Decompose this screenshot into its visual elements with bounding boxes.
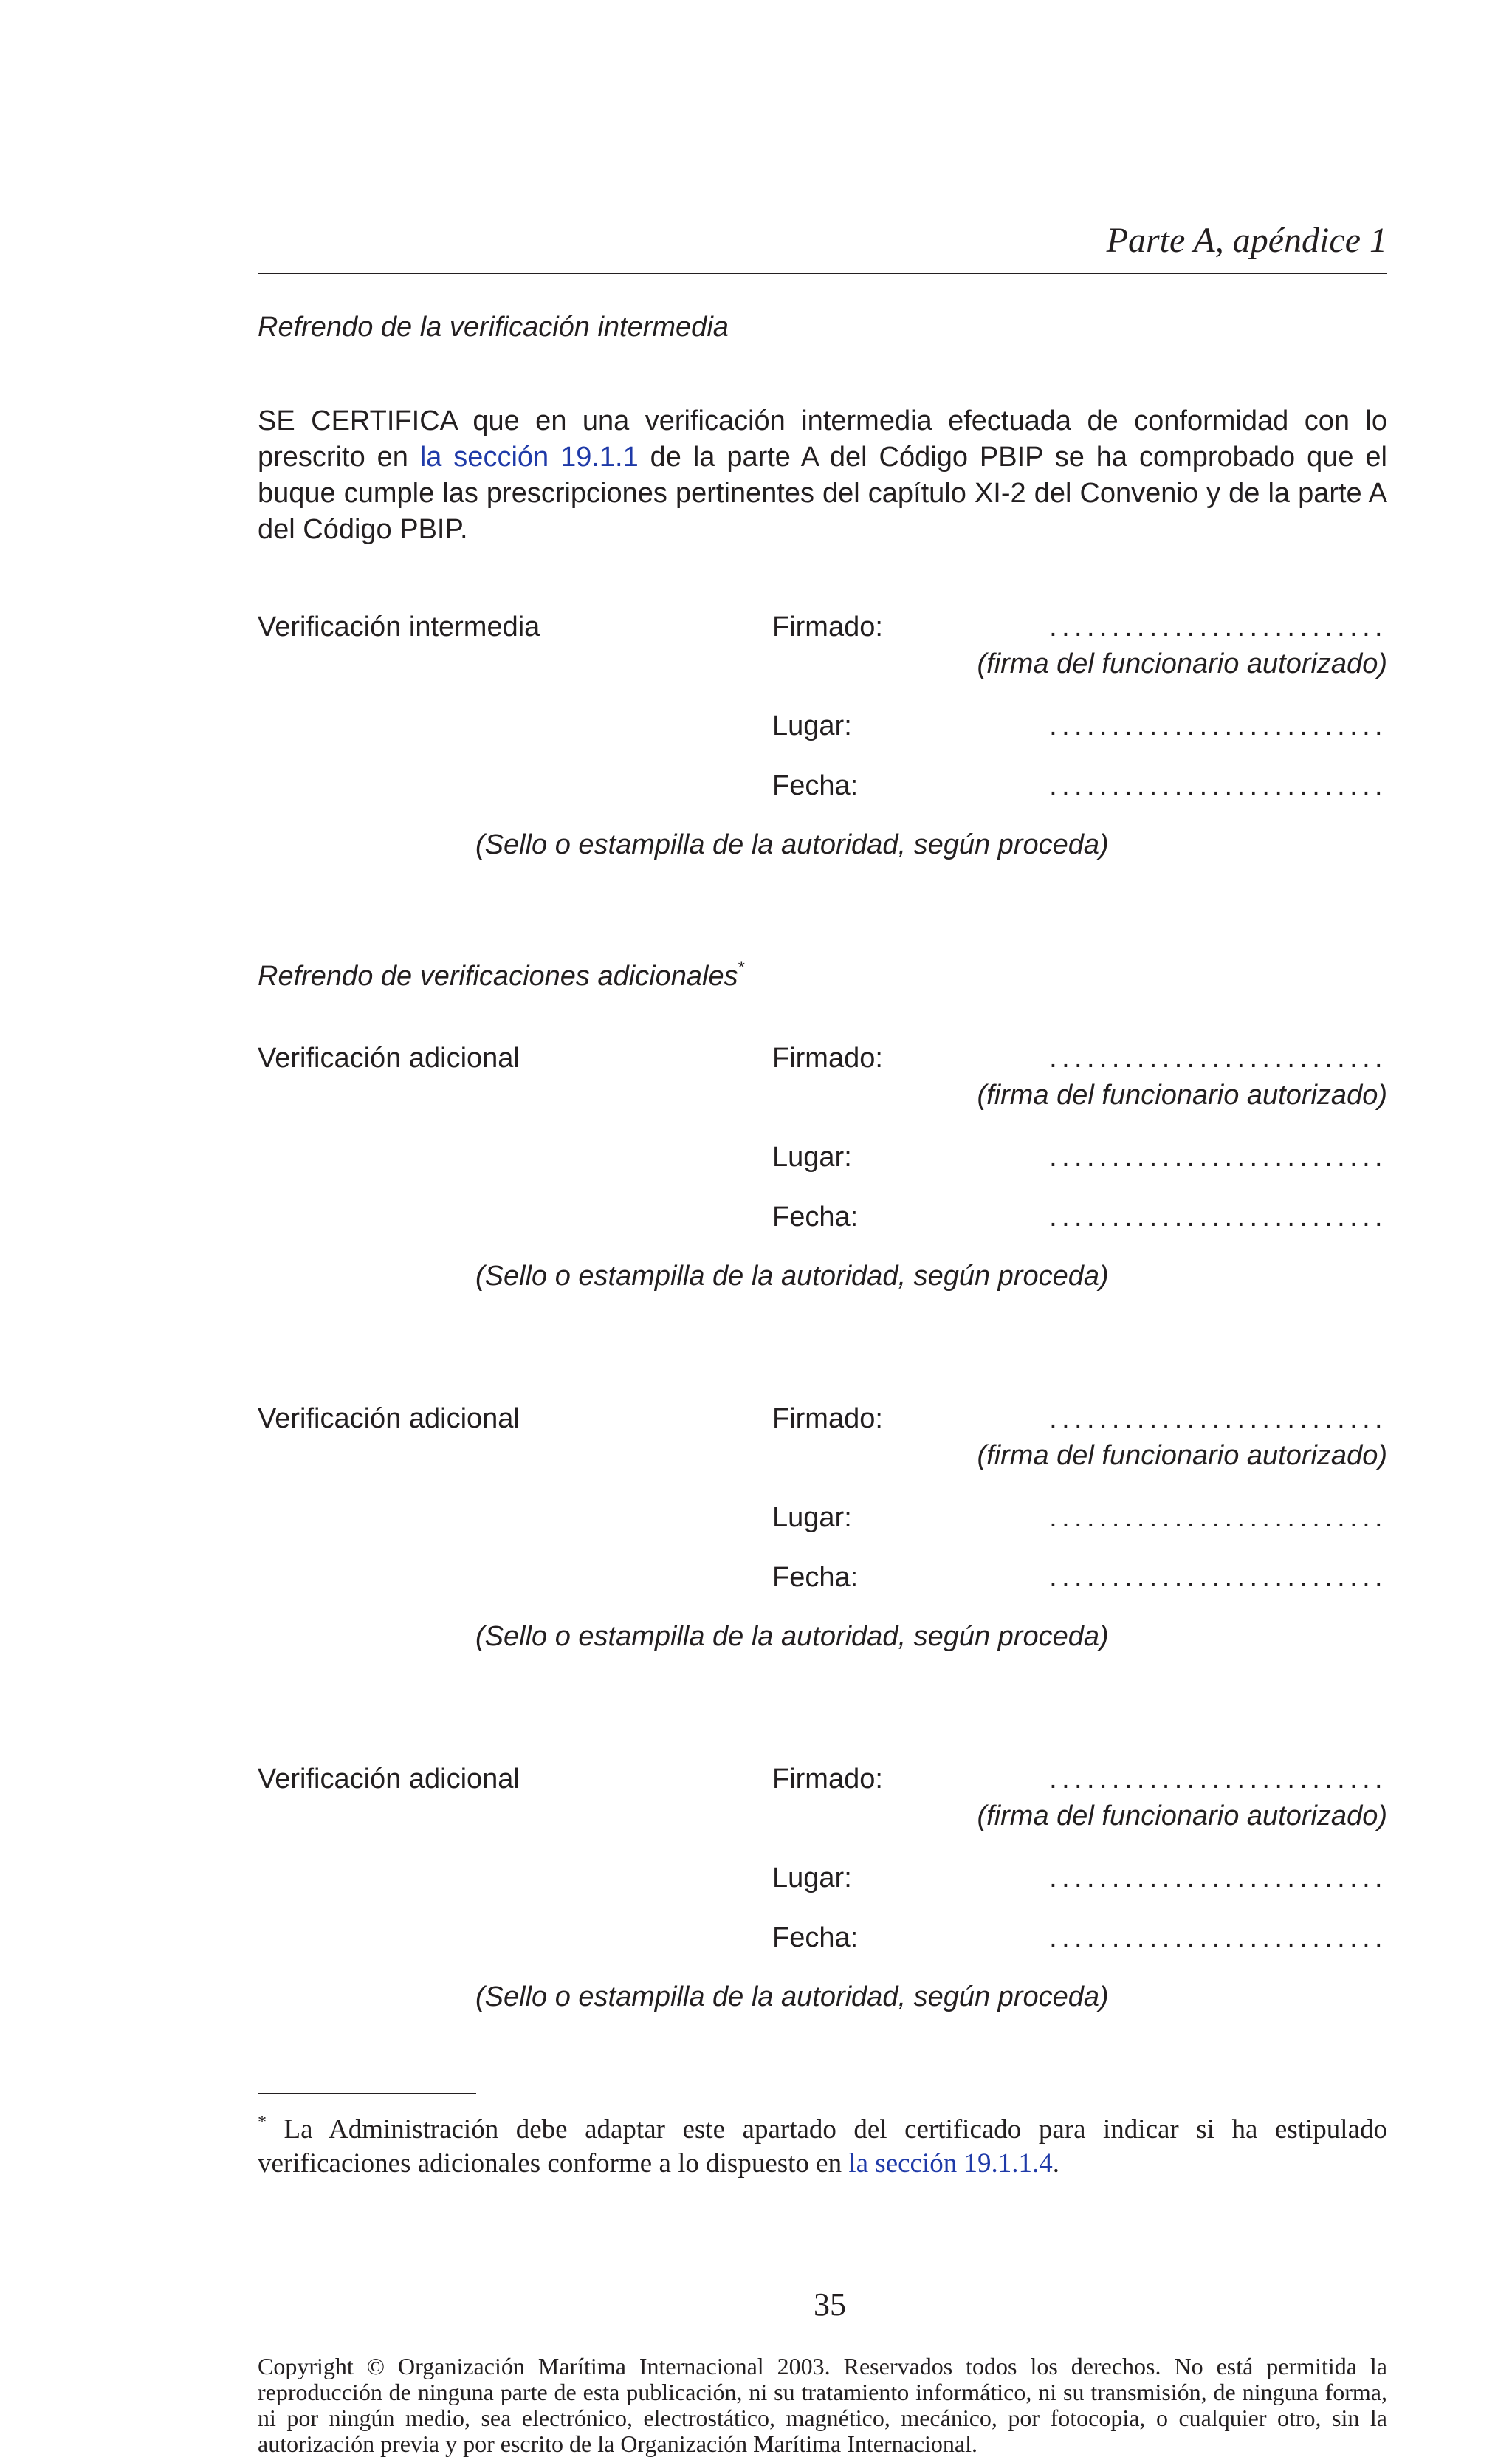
verification-label: Verificación adicional	[258, 1764, 520, 1795]
signed-label: Firmado:	[772, 1043, 883, 1074]
seal-note: (Sello o estampilla de la autoridad, según proceda)	[475, 1981, 1109, 2012]
certify-paragraph	[258, 403, 1387, 548]
signature-field[interactable]: ...........................	[1049, 1764, 1387, 1795]
place-label: Lugar:	[772, 1142, 852, 1173]
signer-hint: (firma del funcionario autorizado)	[977, 648, 1387, 679]
verification-label: Verificación adicional	[258, 1043, 520, 1074]
signed-label: Firmado:	[772, 611, 883, 642]
certify-text-before: SE CERTIFICA que en una verificación intermedia efectuada de conformidad con lo prescrito en	[258, 405, 1387, 473]
signer-hint: (firma del funcionario autorizado)	[977, 1080, 1387, 1111]
verification-block-additional-3	[258, 1762, 1387, 2028]
verification-label: Verificación intermedia	[258, 611, 540, 642]
seal-note: (Sello o estampilla de la autoridad, según proceda)	[475, 829, 1109, 860]
running-head: Parte A, apéndice 1	[1106, 221, 1387, 260]
date-field[interactable]: ...........................	[1049, 1922, 1387, 1953]
signed-label: Firmado:	[772, 1403, 883, 1434]
signer-hint: (firma del funcionario autorizado)	[977, 1440, 1387, 1471]
date-label: Fecha:	[772, 1202, 859, 1233]
section-19-1-1-link[interactable]: la sección 19.1.1	[419, 442, 639, 473]
date-field[interactable]: ...........................	[1049, 1202, 1387, 1233]
signature-field[interactable]: ...........................	[1049, 1403, 1387, 1434]
footnote-reference-mark: *	[738, 958, 745, 978]
verification-block-additional-1	[258, 1041, 1387, 1307]
date-field[interactable]: ...........................	[1049, 770, 1387, 801]
date-field[interactable]: ...........................	[1049, 1562, 1387, 1593]
section-heading-additional-text: Refrendo de verificaciones adicionales	[258, 961, 738, 992]
date-label: Fecha:	[772, 1922, 859, 1953]
place-field[interactable]: ...........................	[1049, 1142, 1387, 1173]
date-label: Fecha:	[772, 1562, 859, 1593]
signed-label: Firmado:	[772, 1764, 883, 1795]
section-heading-additional	[258, 951, 745, 993]
footnote	[258, 2105, 1387, 2181]
footnote-rule	[258, 2093, 476, 2094]
footnote-mark: *	[258, 2113, 267, 2132]
signature-field[interactable]: ...........................	[1049, 1043, 1387, 1074]
place-field[interactable]: ...........................	[1049, 1863, 1387, 1894]
section-heading-intermediate: Refrendo de la verificación intermedia	[258, 312, 729, 343]
place-field[interactable]: ...........................	[1049, 710, 1387, 741]
place-label: Lugar:	[772, 1863, 852, 1894]
header-rule	[258, 273, 1387, 274]
place-label: Lugar:	[772, 1502, 852, 1533]
copyright-notice: Copyright © Organización Marítima Internacional 2003. Reservados todos los derechos. No está permitida la reproducción de ninguna parte de esta publicación, ni su tratamiento informático, ni su transmisión, de ninguna forma, ni por ningún medio, sea electrónico, electrostático, magnético, mecánico, por fotocopia, o cualquier otro, sin la autorización previa y por escrito de la Organización Marítima Internacional.	[258, 2353, 1387, 2457]
certify-text-after: de la parte A del Código PBIP se ha comprobado que el buque cumple las prescripciones pertinentes del capítulo XI-2 del Convenio y de la parte A del Código PBIP.	[258, 442, 1387, 545]
footnote-text-after: .	[1052, 2148, 1059, 2179]
place-label: Lugar:	[772, 710, 852, 741]
seal-note: (Sello o estampilla de la autoridad, según proceda)	[475, 1261, 1109, 1292]
page-number: 35	[814, 2286, 846, 2323]
seal-note: (Sello o estampilla de la autoridad, según proceda)	[475, 1621, 1109, 1652]
signer-hint: (firma del funcionario autorizado)	[977, 1800, 1387, 1831]
section-19-1-1-4-link[interactable]: la sección 19.1.1.4	[848, 2148, 1053, 2179]
date-label: Fecha:	[772, 770, 859, 801]
verification-label: Verificación adicional	[258, 1403, 520, 1434]
verification-block-intermediate	[258, 610, 1387, 876]
signature-field[interactable]: ...........................	[1049, 611, 1387, 642]
footnote-text-before: La Administración debe adaptar este apartado del certificado para indicar si ha estipulado verificaciones adicionales conforme a lo dispuesto en	[258, 2114, 1387, 2179]
place-field[interactable]: ...........................	[1049, 1502, 1387, 1533]
verification-block-additional-2	[258, 1402, 1387, 1668]
